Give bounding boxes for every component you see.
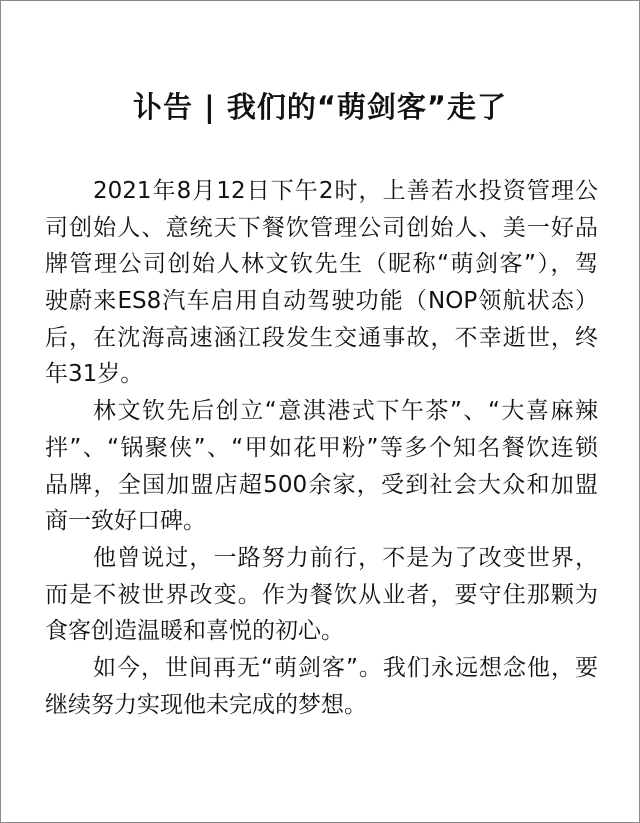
page-title: 讣告 | 我们的“萌剑客”走了 [133,90,507,124]
paragraph-line: 如今，世间再无“萌剑客”。我们永远想念他，要 [93,654,598,681]
paragraph-line: 年31岁。 [45,361,144,388]
paragraph-line: 食客创造温暖和喜悦的初心。 [45,618,344,645]
paragraph [45,540,598,650]
paragraph-line: 品牌，全国加盟店超500余家，受到社会大众和加盟 [45,471,598,498]
paragraph-line: 2021年8月12日下午2时，上善若水投资管理公 [93,178,598,204]
paragraph [45,650,598,723]
paragraph [45,173,598,393]
paragraph-line: 司创始人、意统天下餐饮管理公司创始人、美一好品 [45,214,598,241]
paragraph-line: 牌管理公司创始人林文钦先生（昵称“萌剑客”），驾 [45,251,598,278]
paragraph-line: 驶蔚来ES8汽车启用自动驾驶功能（NOP领航状态） [45,288,598,315]
paragraph-line: 商一致好口碑。 [45,508,206,535]
paragraph-line: 后，在沈海高速涵江段发生交通事故，不幸逝世，终 [45,324,598,351]
paragraph-line: 拌”、“锅聚侠”、“甲如花甲粉”等多个知名餐饮连锁 [45,434,598,461]
paragraph-line: 继续努力实现他未完成的梦想。 [45,691,367,718]
paragraph [45,393,598,540]
paragraph-line: 他曾说过，一路努力前行，不是为了改变世界， [93,544,598,571]
paragraph-line: 林文钦先后创立“意淇港式下午茶”、“大喜麻辣 [93,398,598,425]
article-body [45,173,598,723]
paragraph-line: 而是不被世界改变。作为餐饮从业者，要守住那颗为 [45,581,598,608]
